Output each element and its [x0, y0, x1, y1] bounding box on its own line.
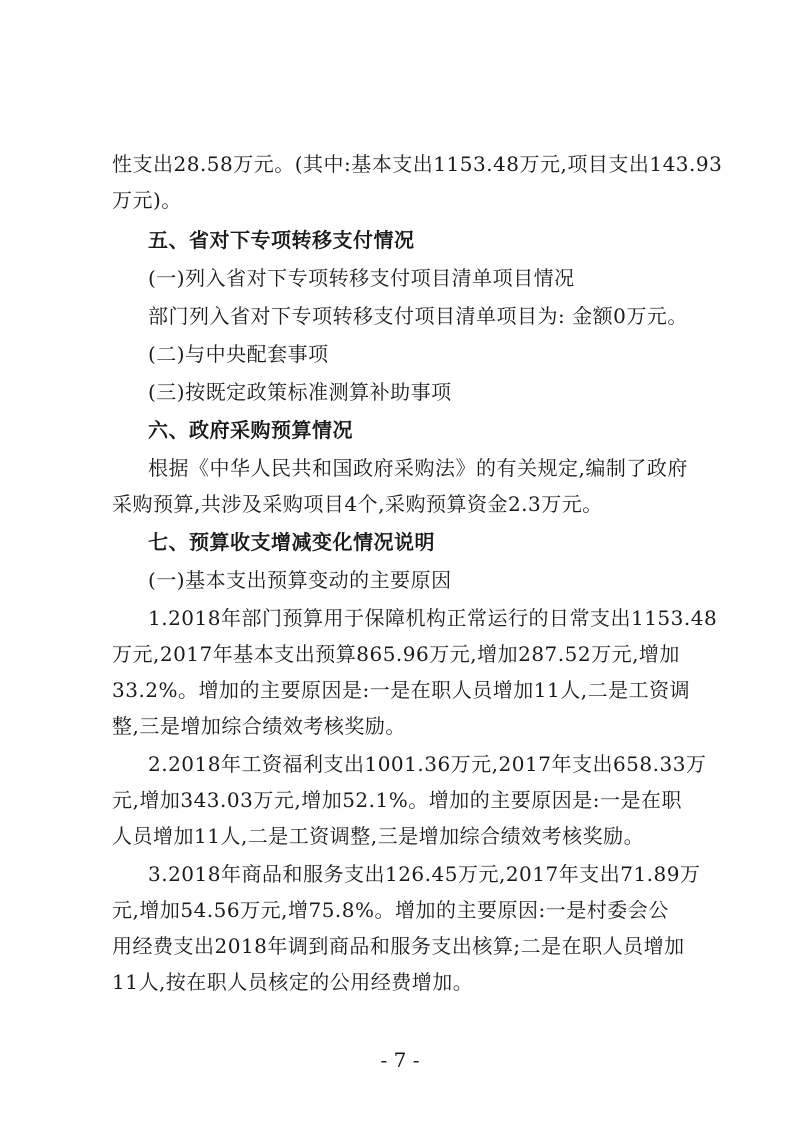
paragraph-line: 元,增加54.56万元,增75.8%。增加的主要原因:一是村委会公 — [112, 898, 669, 922]
paragraph-line: 2.2018年工资福利支出1001.36万元,2017年支出658.33万 — [148, 752, 707, 776]
paragraph-line: 用经费支出2018年调到商品和服务支出核算;二是在职人员增加 — [112, 934, 685, 958]
paragraph-line: 11人,按在职人员核定的公用经费增加。 — [112, 970, 474, 994]
paragraph-line: 万元,2017年基本支出预算865.96万元,增加287.52万元,增加 — [112, 642, 680, 666]
section-heading: 六、政府采购预算情况 — [148, 418, 353, 442]
paragraph-line: 元,增加343.03万元,增加52.1%。增加的主要原因是:一是在职 — [112, 788, 682, 812]
subsection-heading: (三)按既定政策标准测算补助事项 — [148, 380, 452, 404]
paragraph-line: 1.2018年部门预算用于保障机构正常运行的日常支出1153.48 — [148, 606, 718, 630]
paragraph-line: 整,三是增加综合绩效考核奖励。 — [112, 714, 406, 738]
paragraph-line: 人员增加11人,二是工资调整,三是增加综合绩效考核奖励。 — [112, 824, 645, 848]
section-heading: 七、预算收支增减变化情况说明 — [148, 530, 435, 554]
paragraph-line: 根据《中华人民共和国政府采购法》的有关规定,编制了政府 — [148, 456, 688, 480]
subsection-heading: (一)列入省对下专项转移支付项目清单项目情况 — [148, 266, 575, 290]
paragraph-line: 万元)。 — [112, 188, 182, 212]
paragraph-line: 3.2018年商品和服务支出126.45万元,2017年支出71.89万 — [148, 862, 701, 886]
section-heading: 五、省对下专项转移支付情况 — [148, 228, 415, 252]
subsection-heading: (一)基本支出预算变动的主要原因 — [148, 568, 452, 592]
paragraph-line: 性支出28.58万元。(其中:基本支出1153.48万元,项目支出143.93 — [112, 152, 723, 176]
page-number: - 7 - — [380, 1048, 420, 1072]
subsection-heading: (二)与中央配套事项 — [148, 342, 329, 366]
paragraph-line: 33.2%。增加的主要原因是:一是在职人员增加11人,二是工资调 — [112, 678, 691, 702]
paragraph-line: 部门列入省对下专项转移支付项目清单项目为: 金额0万元。 — [148, 304, 688, 328]
paragraph-line: 采购预算,共涉及采购项目4个,采购预算资金2.3万元。 — [112, 492, 603, 516]
